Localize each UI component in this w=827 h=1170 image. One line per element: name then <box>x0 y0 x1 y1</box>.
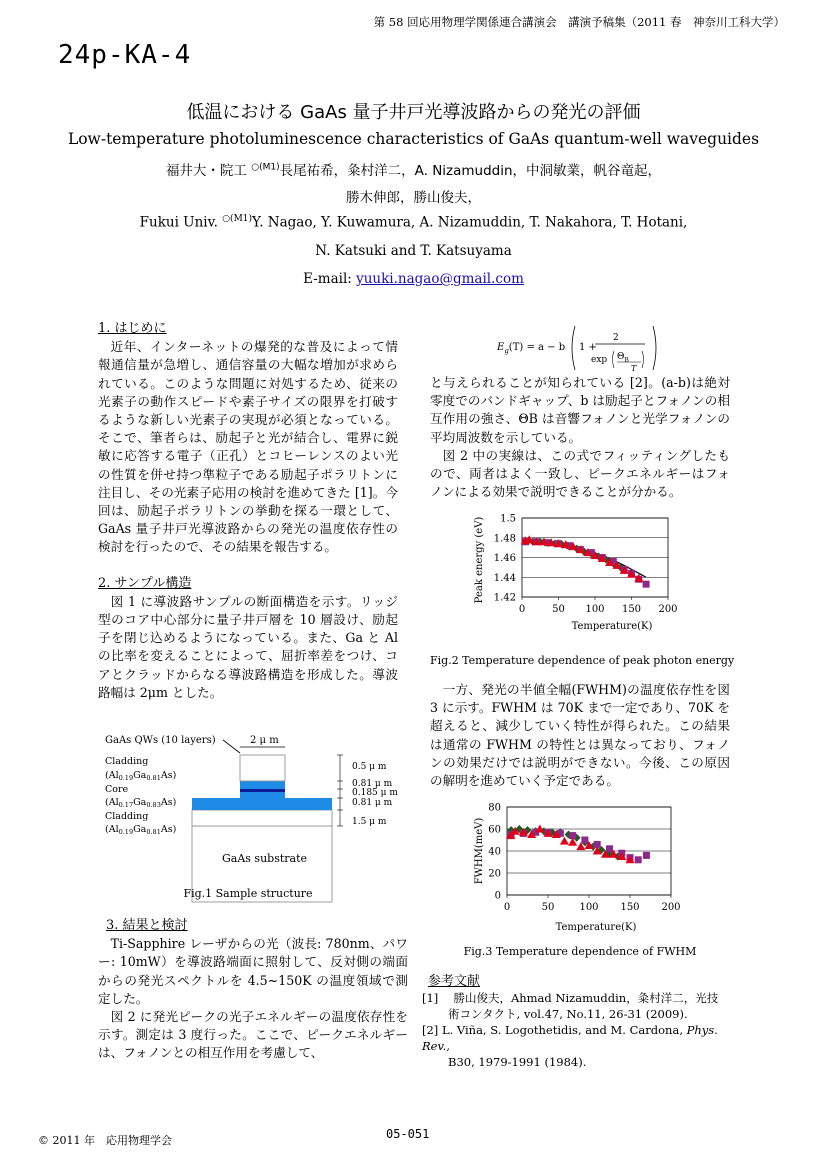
chart-peak-energy <box>460 505 700 635</box>
x-tick-label: 150 <box>621 604 642 615</box>
formula-den: T <box>631 364 637 373</box>
figure1-caption: Fig.1 Sample structure <box>183 887 313 900</box>
y-tick-label: 1.48 <box>493 533 516 545</box>
x-tick-label: 50 <box>541 902 555 913</box>
y-tick-label: 20 <box>488 868 501 880</box>
y-tick-label: 1.44 <box>493 572 516 584</box>
page-number: 05-051 <box>386 1127 430 1141</box>
ref-2-journal: Phys. Rev., <box>422 1023 718 1053</box>
x-axis-label: Temperature(K) <box>571 621 653 632</box>
affiliation-ja: 福井大・院工 <box>165 163 247 179</box>
ref-1-line1: [1] 勝山俊夫，Ahmad Nizamuddin，粂村洋二，光技 <box>422 991 719 1005</box>
ref-1-line2: 術コンタクト, vol.47, No.11, 26-31 (2009). <box>448 1007 688 1021</box>
title-english: Low-temperature photoluminescence characteristics of GaAs quantum-well waveguides <box>67 130 760 148</box>
conference-header: 第 58 回応用物理学関係連合講演会 講演予稿集（2011 春 神奈川工科大学） <box>373 15 785 29</box>
figure2-caption: Fig.2 Temperature dependence of peak photon energy <box>430 654 735 667</box>
affiliation-en: Fukui Univ. <box>139 214 218 231</box>
core-comp: $(Al_{0.17}Ga_{0.83}As)$ <box>105 797 177 809</box>
cladding-comp-top: $(Al_{0.19}Ga_{0.81}As)$ <box>105 770 177 782</box>
formula-theta: $\Theta_B$ <box>617 352 629 364</box>
y-tick-label: 80 <box>488 802 501 814</box>
x-tick-label: 150 <box>620 902 640 913</box>
thickness-3: 0.185 μ m <box>352 788 398 798</box>
data-point-square <box>581 837 588 844</box>
presenter-mark: ○(M1) <box>251 162 280 173</box>
thickness-4: 0.81 μ m <box>352 798 393 808</box>
formula-explanation: と与えられることが知られている [2]。(a-b)は絶対零度でのバンドギャップ、b は励起子とフォノンの相互作用の強さ、ΘB は音響フォノンと光学フォノンの平均周波数を示している。 <box>430 375 730 445</box>
right-column-text <box>430 374 730 501</box>
left-column-lower <box>98 917 408 1063</box>
fwhm-paragraph: 一方、発光の半値全幅(FWHM)の温度依存性を図 3 に示す。FWHM は 70K まで一定であり、70K を超えると、減少していく特性が得られた。この結果は通常の FWHM の特性とは異なっており、フォノンの効果だけでは説明ができない。今後、この原因の解明を進めていく予定である。 <box>430 682 730 789</box>
formula-num: 2 <box>613 333 619 343</box>
y-axis-label: Peak energy (eV) <box>474 516 485 604</box>
section3-para2: 図 2 に発光ピークの光子エネルギーの温度依存性を示す。測定は 3 度行った。ここで、ピークエネルギーは、フォノンとの相互作用を考慮して、 <box>98 1009 408 1061</box>
x-tick-label: 200 <box>661 902 681 913</box>
y-tick-label: 1.5 <box>500 513 516 525</box>
fit-explanation: 図 2 中の実線は、この式でフィッティングしたもので、両者はよく一致し、ピークエネルギーはフォノンによる効果で説明できることが分かる。 <box>430 447 730 500</box>
qw-label: GaAs QWs (10 layers) <box>105 735 216 746</box>
ref-2-line2: B30, 1979-1991 (1984). <box>448 1055 587 1069</box>
y-tick-label: 1.42 <box>493 592 516 604</box>
left-column <box>98 320 398 702</box>
core-slab <box>192 798 332 810</box>
data-point-triangle <box>560 837 569 845</box>
references-heading: 参考文献 <box>428 974 481 989</box>
y-axis-label: FWHM(meV) <box>474 817 485 885</box>
x-tick-label: 50 <box>552 604 565 615</box>
section1-body: 近年、インターネットの爆発的な普及によって情報通信量が急増し、通信容量の大幅な増加が求められている。このような問題に対処するため、従来の光素子の動作スピードや素子サイズの限界を打破するような新しい光素子の実現が必須となっている。そこで、筆者らは、励起子と光が結合し、電界に鋭敏に応答する電子（正孔）とコヒーレンスのよい光の性質を併せ持つ準粒子である励起子ポラリトンに注目し、その光素子応用の検討を進めてきた [1]。今回は、励起子ポラリトンの挙動を探る一環として、GaAs 量子井戸光導波路からの発光の温度依存性の検討を行ったので、その結果を報告する。 <box>98 339 398 555</box>
authors-ja-line1 <box>0 159 827 179</box>
right-column-text-2 <box>430 681 730 790</box>
email-label: E-mail: <box>303 271 357 287</box>
x-tick-label: 200 <box>658 604 678 615</box>
chart-fwhm <box>460 797 700 937</box>
upper-cladding <box>240 755 285 781</box>
ref-2-line1: [2] L. Viña, S. Logothetidis, and M. Cardona, Phys. Rev., <box>422 1023 718 1053</box>
title-japanese: 低温における GaAs 量子井戸光導波路からの発光の評価 <box>186 102 641 123</box>
formula-lhs: $E_g(T) = a - b$ <box>497 342 566 355</box>
cladding-label-top: Cladding <box>105 756 149 767</box>
email-link[interactable]: yuuki.nagao@gmail.com <box>356 271 524 287</box>
quantum-wells <box>240 789 285 792</box>
qw-pointer <box>223 740 240 753</box>
section2-body: 図 1 に導波路サンプルの断面構造を示す。リッジ型のコア中心部分に量子井戸層を 10 層設け、励起子を閉じ込めるようになっている。また、Ga と Al の比率を変えることによって、屈折率差をつけ、コアとクラッドからなる導波路構造を形成した。導波路幅は 2μm とした。 <box>98 593 398 700</box>
thickness-2: 0.81 μ m <box>352 779 393 789</box>
x-tick-label: 0 <box>503 902 511 913</box>
data-point-square <box>643 581 650 588</box>
section3-para1: Ti-Sapphire レーザからの光（波長: 780nm、パワー: 10mW）を導波路端面に照射して、反対側の端面からの発光スペクトルを 4.5~150K の温度領域で測定した。 <box>98 936 408 1006</box>
y-tick-label: 1.46 <box>493 553 516 564</box>
core-label: Core <box>105 784 129 795</box>
x-tick-label: 100 <box>585 604 605 615</box>
figure1-sample-structure <box>95 728 405 913</box>
authors-ja-line2: 勝木伸郎，勝山俊夫， <box>346 190 481 206</box>
width-label: 2 μ m <box>250 735 279 746</box>
section2-heading: 2. サンプル構造 <box>98 575 192 591</box>
cladding-comp-bottom: $(Al_{0.19}Ga_{0.81}As)$ <box>105 824 177 836</box>
cladding-label-bottom: Cladding <box>105 811 149 822</box>
lower-cladding <box>192 810 332 826</box>
references <box>422 974 732 1070</box>
authors-en-line2: N. Katsuki and T. Katsuyama <box>315 243 512 259</box>
data-point-square <box>643 852 650 859</box>
authors-en-names: Y. Nagao, Y. Kuwamura, A. Nizamuddin, T. Nakahora, T. Hotani, <box>252 214 688 231</box>
formula-one: 1 + <box>579 342 597 353</box>
y-tick-label: 40 <box>488 846 501 858</box>
y-tick-label: 60 <box>488 824 501 836</box>
data-point-square <box>635 856 642 863</box>
authors-en-line1 <box>0 214 827 231</box>
data-point-square <box>606 845 613 852</box>
substrate-label: GaAs substrate <box>222 852 308 865</box>
figure3-caption: Fig.3 Temperature dependence of FWHM <box>463 945 697 958</box>
x-axis-label: Temperature(K) <box>555 922 637 933</box>
x-tick-label: 100 <box>579 902 599 913</box>
formula-exp: exp <box>591 355 608 365</box>
y-tick-label: 0 <box>494 890 501 902</box>
thickness-5: 1.5 μ m <box>352 817 387 827</box>
thickness-1: 0.5 μ m <box>352 762 387 772</box>
x-tick-label: 0 <box>518 604 526 615</box>
email-line <box>0 271 827 287</box>
section3-heading: 3. 結果と検討 <box>106 918 188 933</box>
presentation-code: 24p-KA-4 <box>58 40 192 70</box>
presenter-mark-en: ○(M1) <box>222 214 253 224</box>
copyright: © 2011 年 応用物理学会 <box>38 1134 172 1147</box>
authors-ja-names: 長尾祐希，粂村洋二，A. Nizamuddin，中洞敏業，帆谷竜起， <box>279 163 662 179</box>
section1-heading: 1. はじめに <box>98 321 167 336</box>
formula-eg <box>495 322 670 374</box>
